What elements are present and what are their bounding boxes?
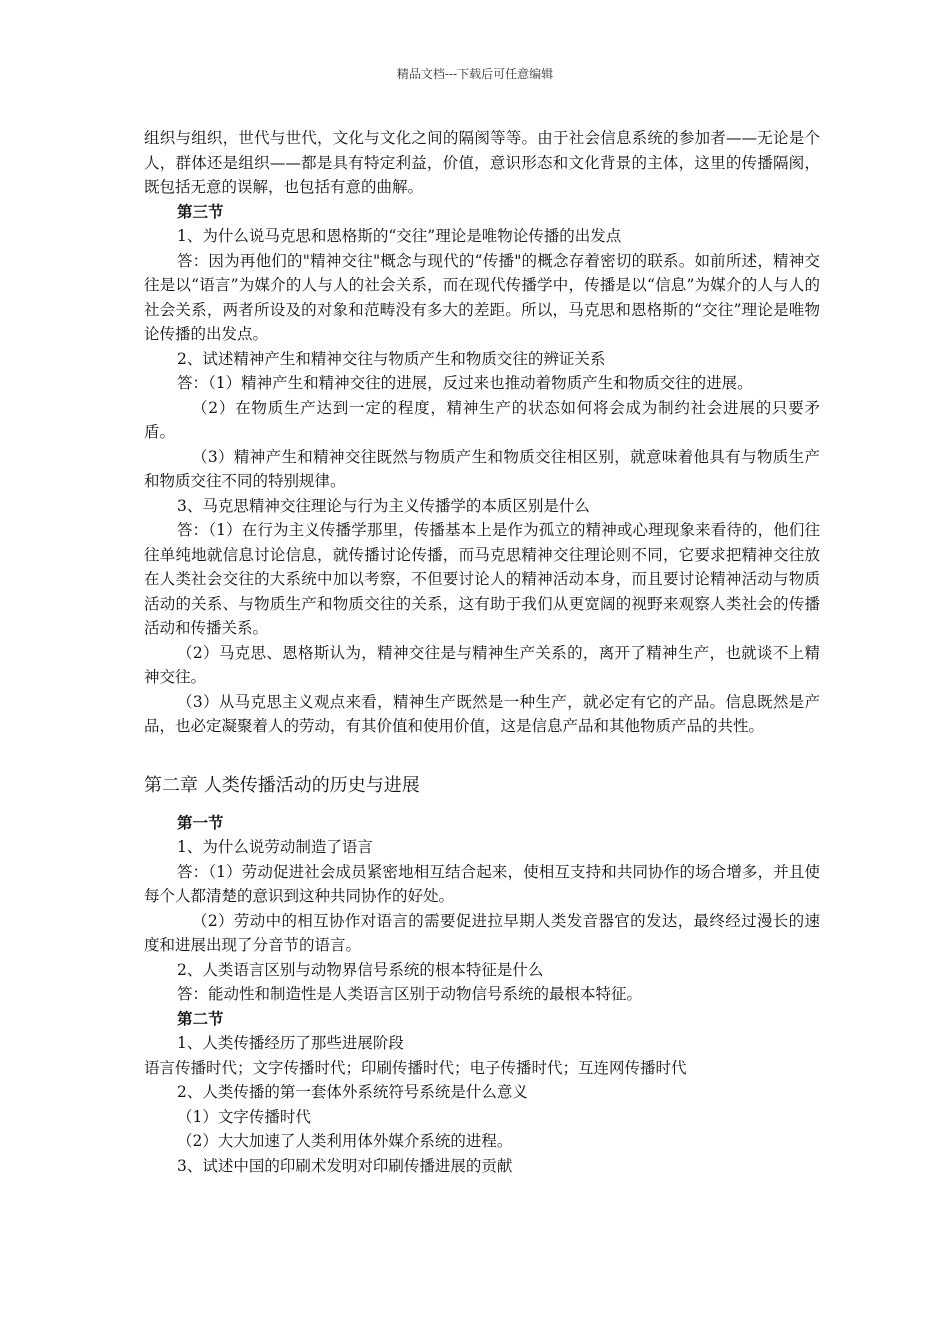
question: 1、人类传播经历了那些进展阶段 xyxy=(177,1034,404,1052)
chapter-title: 第二章 人类传播活动的历史与进展 xyxy=(144,774,420,796)
answer-paragraph: （3）从马克思主义观点来看，精神生产既然是一种生产，就必定有它的产品。信息既然是产品，也必定凝聚着人的劳动，有其价值和使用价值，这是信息产品和其他物质产品的共性。 xyxy=(144,692,820,735)
answer-paragraph: （3）精神产生和精神交往既然与物质产生和物质交往相区别，就意味着他具有与物质生产和物质交往不同的特别规律。 xyxy=(144,447,820,490)
section-heading: 第二节 xyxy=(177,1008,224,1028)
question: 2、试述精神产生和精神交往与物质产生和物质交往的辨证关系 xyxy=(177,349,606,368)
question: 3、试述中国的印刷术发明对印刷传播进展的贡献 xyxy=(177,1156,513,1175)
question: 3、马克思精神交往理论与行为主义传播学的本质区别是什么 xyxy=(177,496,590,515)
question: 2、人类语言区别与动物界信号系统的根本特征是什么 xyxy=(177,960,544,979)
answer-paragraph: （2）在物质生产达到一定的程度，精神生产的状态如何将会成为制约社会进展的只要矛盾。 xyxy=(144,398,820,441)
answer-paragraph: 语言传播时代；文字传播时代；印刷传播时代；电子传播时代；互连网传播时代 xyxy=(144,1058,687,1077)
answer-paragraph: 答：能动性和制造性是人类语言区别于动物信号系统的最根本特征。 xyxy=(177,985,643,1003)
paragraph: 组织与组织，世代与世代，文化与文化之间的隔阂等等。由于社会信息系统的参加者——无论是个人，群体还是组织——都是具有特定利益，价值，意识形态和文化背景的主体，这里的传播隔阂，既包括无意的误解，也包括有意的曲解。 xyxy=(144,129,820,196)
list-item: （1）文字传播时代 xyxy=(177,1107,311,1126)
answer-paragraph: 答：因为再他们的"精神交往"概念与现代的“传播"的概念存着密切的联系。如前所述，精神交往是以“语言”为媒介的人与人的社会关系，而在现代传播学中，传播是以“信息”为媒介的人与人的社会关系，两者所设及的对象和范畴没有多大的差距。所以，马克思和恩格斯的“交往”理论是唯物论传播的出发点。 xyxy=(144,251,820,343)
question: 1、为什么说马克思和恩格斯的“交往”理论是唯物论传播的出发点 xyxy=(177,227,622,245)
question: 1、为什么说劳动制造了语言 xyxy=(177,838,373,856)
list-item: （2）大大加速了人类利用体外媒介系统的进程。 xyxy=(177,1132,513,1150)
section-heading: 第一节 xyxy=(177,812,224,832)
question: 2、人类传播的第一套体外系统符号系统是什么意义 xyxy=(177,1083,528,1101)
answer-paragraph: 答：（1）劳动促进社会成员紧密地相互结合起来，使相互支持和共同协作的场合增多，并且使每个人都清楚的意识到这种共同协作的好处。 xyxy=(144,862,820,905)
page-header: 精品文档---下载后可任意编辑 xyxy=(396,67,554,81)
answer-paragraph: 答：（1）在行为主义传播学那里，传播基本上是作为孤立的精神或心理现象来看待的，他们往往单纯地就信息讨论信息，就传播讨论传播，而马克思精神交往理论则不同，它要求把精神交往放在人类社会交往的大系统中加以考察，不但要讨论人的精神活动本身，而且要讨论精神活动与物质活动的关系、与物质生产和物质交往的关系，这有助于我们从更宽阔的视野来观察人类社会的传播活动和传播关系。 xyxy=(144,521,820,637)
answer-paragraph: （2）马克思、恩格斯认为，精神交往是与精神生产关系的，离开了精神生产，也就谈不上精神交往。 xyxy=(144,643,820,686)
answer-paragraph: 答：（1）精神产生和精神交往的进展，反过来也推动着物质产生和物质交往的进展。 xyxy=(177,374,753,392)
answer-paragraph: （2）劳动中的相互协作对语言的需要促进拉早期人类发音器官的发达，最终经过漫长的速度和进展出现了分音节的语言。 xyxy=(144,911,820,954)
section-heading: 第三节 xyxy=(177,201,224,221)
document-body xyxy=(144,126,820,1178)
